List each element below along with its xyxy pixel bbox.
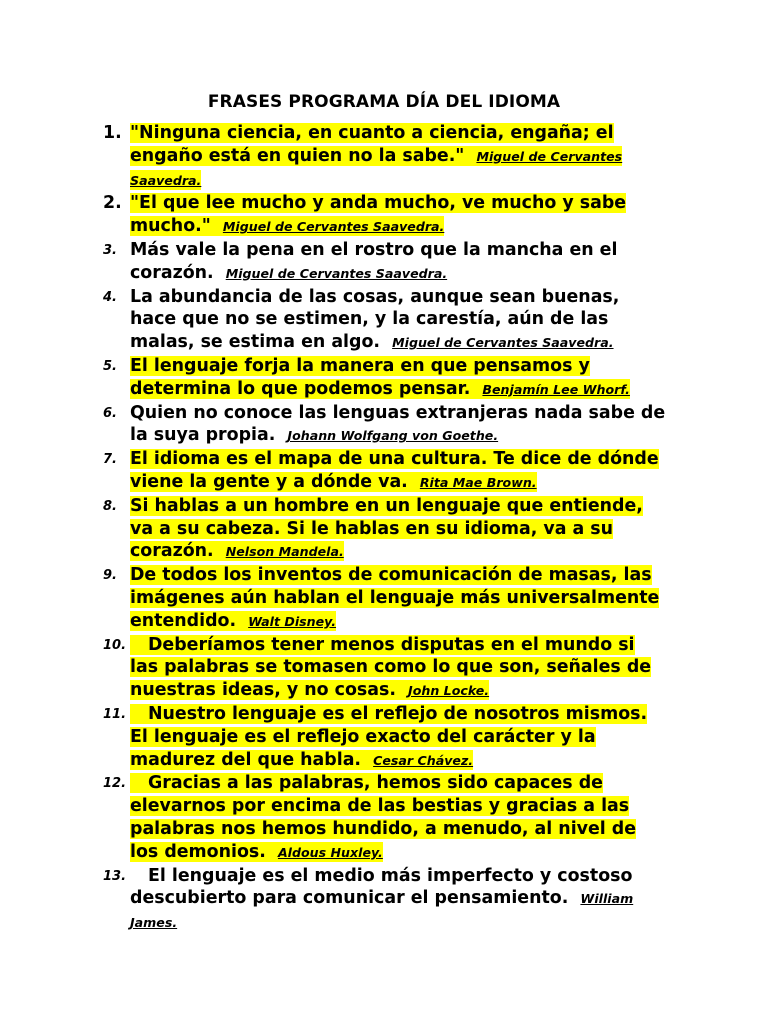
quote-author: William James. xyxy=(130,891,634,931)
quote-author: Aldous Huxley. xyxy=(277,844,383,860)
quote-author: Johann Wolfgang von Goethe. xyxy=(287,428,499,444)
quote-item xyxy=(103,495,668,564)
quote-author: Miguel de Cervantes Saavedra. xyxy=(392,335,614,351)
quote-number: 5. xyxy=(103,358,117,374)
quotes-list xyxy=(103,122,668,935)
quote-text: La abundancia de las cosas, aunque sean buenas, hace que no se estimen, y la carestía, aún de las malas, se estima en algo. xyxy=(130,286,620,353)
quote-number: 11. xyxy=(103,706,127,722)
quote-text-highlighted xyxy=(130,449,659,492)
quote-text: El lenguaje es el medio más imperfecto y costoso descubierto para comunicar el pensamiento. xyxy=(130,865,633,909)
quote-number: 9. xyxy=(103,568,117,584)
quote-author: Miguel de Cervantes Saavedra. xyxy=(130,148,623,188)
quote-text: Si hablas a un hombre en un lenguaje que entiende, va a su cabeza. Si le hablas en su idioma, va a su corazón. xyxy=(130,495,643,562)
quote-item xyxy=(103,239,668,286)
quote-number: 12. xyxy=(103,776,127,792)
page-title: FRASES PROGRAMA DÍA DEL IDIOMA xyxy=(207,92,561,112)
quote-text-highlighted xyxy=(130,356,630,399)
quote-item xyxy=(103,448,668,495)
quote-number: 1. xyxy=(103,123,122,143)
quote-text: Quien no conoce las lenguas extranjeras nada sabe de la suya propia. xyxy=(130,402,666,446)
quote-text: Más vale la pena en el rostro que la mancha en el corazón. xyxy=(130,239,618,283)
quote-author: Miguel de Cervantes Saavedra. xyxy=(222,219,445,235)
quote-text: Gracias a las palabras, hemos sido capaces de elevarnos por encima de las bestias y gracias a las palabras nos hemos hundido, a menudo, al nivel de los demonios. xyxy=(130,773,637,862)
quote-author: Miguel de Cervantes Saavedra. xyxy=(225,265,448,281)
quote-text-highlighted xyxy=(130,496,643,562)
quote-author: Rita Mae Brown. xyxy=(419,474,537,490)
quote-number: 3. xyxy=(103,242,117,258)
quote-number: 4. xyxy=(103,289,117,305)
quote-number: 10. xyxy=(103,637,127,653)
quote-text-highlighted xyxy=(130,635,651,701)
quote-author: Nelson Mandela. xyxy=(225,544,344,560)
quote-item xyxy=(103,772,668,864)
quote-text: De todos los inventos de comunicación de masas, las imágenes aún hablan el lenguaje más universalmente entendido. xyxy=(130,565,660,631)
quote-text-highlighted xyxy=(130,704,647,770)
quote-number: 8. xyxy=(103,498,117,514)
quote-item xyxy=(103,634,668,703)
quote-item xyxy=(103,122,668,192)
quote-text: Nuestro lenguaje es el reflejo de nosotros mismos. El lenguaje es el reflejo exacto del carácter y la madurez del que habla. xyxy=(130,703,648,770)
quote-number: 6. xyxy=(103,405,117,421)
quote-author: John Locke. xyxy=(408,683,490,699)
quote-number: 2. xyxy=(103,193,122,214)
quote-item xyxy=(103,703,668,772)
quote-item xyxy=(103,564,668,633)
quote-item xyxy=(103,286,668,355)
quote-item xyxy=(103,355,668,402)
quote-text: El lenguaje forja la manera en que pensamos y determina lo que podemos pensar. xyxy=(130,355,590,399)
quote-text: "El que lee mucho y anda mucho, ve mucho y sabe mucho." xyxy=(130,193,627,237)
quote-text-highlighted xyxy=(130,773,636,861)
quote-author: Walt Disney. xyxy=(248,613,337,629)
quote-item xyxy=(103,402,668,449)
quote-text-highlighted xyxy=(130,123,622,190)
quote-author: Benjamín Lee Whorf. xyxy=(482,381,630,397)
quote-number: 13. xyxy=(103,868,127,884)
quote-text: "Ninguna ciencia, en cuanto a ciencia, engaña; el engaño está en quien no la sabe." xyxy=(130,123,614,166)
quote-text-highlighted xyxy=(130,193,626,236)
quote-item xyxy=(103,192,668,239)
quote-author: Cesar Chávez. xyxy=(373,752,474,768)
quote-number: 7. xyxy=(103,452,117,468)
quote-text-highlighted xyxy=(130,565,659,631)
quote-item xyxy=(103,865,668,935)
quote-text: Deberíamos tener menos disputas en el mundo si las palabras se tomasen como lo que son, señales de nuestras ideas, y no cosas. xyxy=(130,634,652,701)
quote-text: El idioma es el mapa de una cultura. Te dice de dónde viene la gente y a dónde va. xyxy=(130,449,659,492)
